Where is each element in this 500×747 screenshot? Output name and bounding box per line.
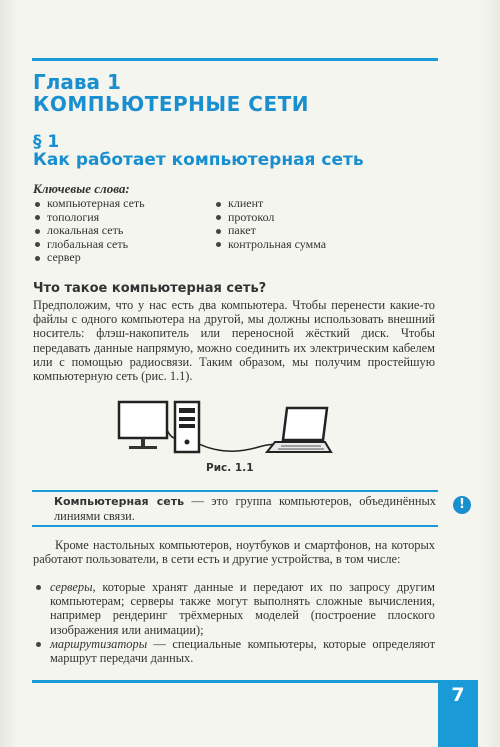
definition-term: Компьютерная сеть	[54, 495, 185, 508]
figure-caption: Рис. 1.1	[206, 462, 254, 474]
paragraph-devices-intro: Кроме настольных компьютеров, ноутбуков и смартфонов, на которых работают пользователи, в сети есть и другие устройства, в том числе:	[33, 538, 435, 567]
network-figure	[115, 398, 335, 460]
section-title: Как работает компьютерная сеть	[33, 150, 364, 170]
laptop-icon	[267, 408, 331, 452]
monitor-icon	[119, 402, 167, 449]
keywords-heading: Ключевые слова:	[33, 181, 130, 196]
list-item	[33, 580, 435, 637]
device-text: — специальные компьютеры, которые определяют маршрут передачи данных.	[50, 636, 435, 666]
definition-top-rule	[32, 490, 438, 492]
keyword-item: глобальная сеть	[33, 238, 145, 252]
device-term: маршрутизаторы	[50, 636, 148, 651]
page-number: 7	[451, 684, 465, 706]
keyword-item: сервер	[33, 251, 145, 265]
bottom-divider	[32, 680, 438, 683]
definition-bottom-rule	[32, 525, 438, 527]
device-term: серверы	[50, 580, 93, 594]
list-item	[33, 637, 435, 665]
keyword-item: пакет	[214, 224, 326, 238]
keyword-item: компьютерная сеть	[33, 197, 145, 211]
paragraph-intro: Предположим, что у нас есть два компьютера. Чтобы перенести какие-то файлы с одного компьютера на другой, мы должны использовать внешний носитель: флэш-накопитель или переносной жёсткий диск. Чтобы передавать данные напрямую, можно соединить их электрическим кабелем или с помощью радиосвязи. Таким образом, мы получим простейшую компьютерную сеть (рис. 1.1).	[33, 298, 435, 384]
chapter-label: Глава 1	[33, 70, 121, 94]
system-unit-icon	[175, 402, 199, 452]
subheading: Что такое компьютерная сеть?	[33, 281, 267, 296]
keyword-item: контрольная сумма	[214, 238, 326, 252]
keyword-item: клиент	[214, 197, 326, 211]
exclamation-icon: !	[453, 496, 471, 514]
devices-list	[33, 580, 435, 665]
top-divider	[32, 58, 438, 61]
keyword-item: локальная сеть	[33, 224, 145, 238]
device-text: , которые хранят данные и передают их по запросу другим компьютерам; серверы также могут выполнять сложные вычисления, например рендеринг трёхмерных моделей (построение плоского изображения или анимации);	[50, 580, 435, 637]
section-number: § 1	[33, 132, 60, 152]
keywords-right-list	[214, 197, 326, 251]
keyword-item: топология	[33, 211, 145, 225]
keyword-item: протокол	[214, 211, 326, 225]
chapter-title: КОМПЬЮТЕРНЫЕ СЕТИ	[33, 92, 309, 116]
keywords-left-list	[33, 197, 145, 265]
definition-box	[54, 494, 436, 524]
definition-text: — это группа компьютеров, объединённых линиями связи.	[54, 494, 436, 524]
